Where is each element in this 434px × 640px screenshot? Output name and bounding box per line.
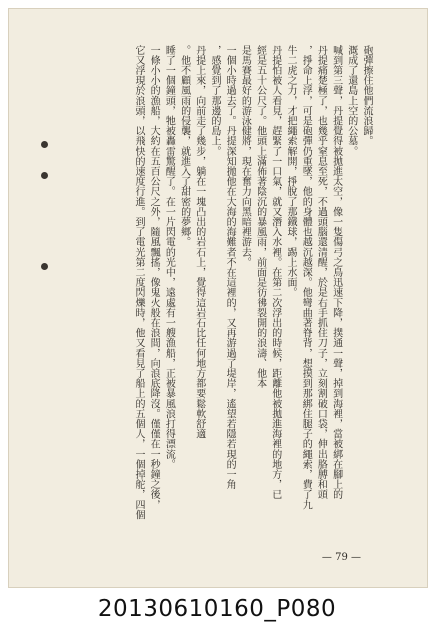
- scanned-page: [8, 8, 428, 588]
- text-column: 睡了一個鐘頭，牠被轟雷驚醒了。在一片閃電的光中，遠處有一艘漁船，正被暴風浪打得漂流。: [163, 45, 175, 470]
- text-column: 丹提怕被人看見，趕緊了一口氣，就又潛入水裡。在第二次浮出的時候，距離他被拋進海裡的地方，已: [269, 45, 281, 500]
- text-column: 丹提上來，向前走了幾步，躺在一塊凸出的岩石上，覺得這岩石比任何地方都要鬆軟舒適: [193, 45, 205, 439]
- text-column: 是馬賽最好的游泳健將，現在奮力向黑暗裡游去。: [239, 45, 251, 268]
- text-column: 砲彈擦住他們流浪歸。: [361, 45, 372, 146]
- text-column: 一個小時過去了。丹提深知拋他在大海的海難者不在這裡的，又再游過了堤岸，遙望若隱若現的一角: [224, 45, 236, 490]
- text-column: 牛二虎之力，才把繩索解開，掙脫了那鐵球，踢上水面。: [284, 45, 296, 298]
- text-column: 經是五十公尺了。他頭上滿佈著陰沉的暴風雨，前面是彷彿裂開的浪濤、他本: [254, 45, 266, 389]
- text-column: 。他不顧風雨的侵襲，就進入了甜密的夢鄉。: [178, 45, 190, 247]
- text-column: 丹提痛楚極了，也幾乎窒息至死，不過頭腦還清醒，於是右手抓住刀子，立刻割破口袋，伸出胳膊和頭: [315, 45, 327, 500]
- archive-identifier: 20130610160_P080: [97, 596, 337, 622]
- text-column: ，掙命上浮，可是砲彈仍重墜，他的身體也越沉越深。他彎曲著脊背，想摸到那綁住腿子的繩索，費了九: [300, 45, 312, 510]
- text-column: ，感覺到了那邊的島上。: [208, 45, 220, 157]
- vertical-text-body: [69, 45, 374, 560]
- text-column: 溉成了還島上空的公墓。: [345, 45, 357, 157]
- binding-hole-bottom: [41, 263, 48, 270]
- binding-hole-middle: [41, 172, 48, 179]
- text-column: 它又浮現於浪頭，以飛快的速度行進。到了電光第二度閃爍時，他又看見了船上的五個人，一個掉舵，四個: [132, 45, 144, 520]
- binding-hole-top: [41, 141, 48, 148]
- text-column: 喊到第三聲，丹提覺得被拋進太空，像一隻傷弓之鳥迅速下降，撲通一聲，掉到海裡，當被綁在腳上的: [330, 45, 342, 500]
- page-number: — 79 —: [321, 552, 361, 563]
- text-column: 一條小小的漁船，大約在五百公尺之外，隨風飄搖，像鬼火般在浪間，向浪底降沒。僅僅在一秒鐘之後，: [148, 45, 160, 510]
